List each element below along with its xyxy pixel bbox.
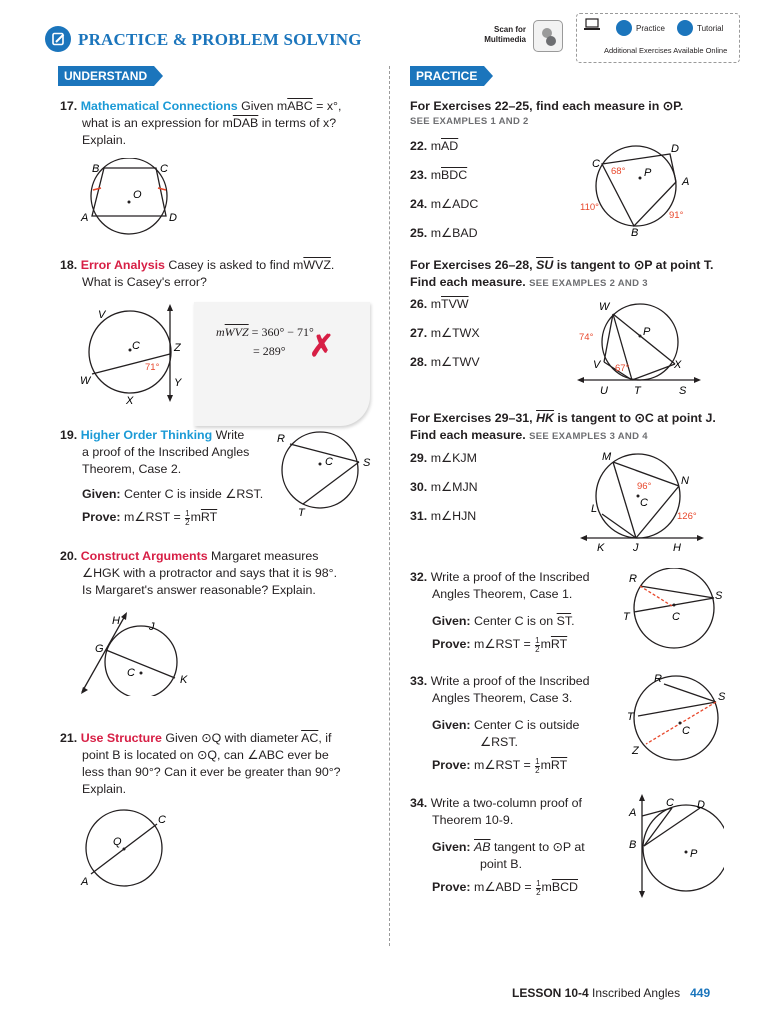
- label-S: S: [715, 590, 723, 602]
- figure-18: [78, 304, 190, 410]
- given-text: Center C is outside: [470, 718, 580, 733]
- ex26-pre: m: [430, 297, 442, 311]
- practice-icon[interactable]: [616, 20, 632, 36]
- label-Z: Z: [174, 342, 181, 354]
- ex17-arc: $\overline{ABC}$: [287, 99, 313, 113]
- ex30: [410, 479, 478, 496]
- figure-33: [624, 672, 730, 764]
- ex21-line3: less than 90°? Can it ever be greater than 90°?: [82, 765, 341, 780]
- prove-m: m: [541, 880, 552, 895]
- label-K: K: [597, 542, 605, 554]
- given-label: Given:: [432, 718, 471, 733]
- label-S: S: [718, 691, 726, 703]
- ex23: [410, 167, 467, 184]
- exercise-21: [60, 730, 382, 798]
- label-Y: Y: [174, 377, 182, 389]
- prove-m: m: [540, 758, 551, 773]
- ex17-line2b: in terms of x?: [258, 116, 337, 131]
- ex31: [410, 508, 476, 525]
- label-C: C: [682, 725, 690, 737]
- label-K: K: [180, 674, 188, 686]
- ex32-line1: Write a proof of the Inscribed: [430, 570, 590, 584]
- prove-m: m: [540, 637, 551, 652]
- ex26-arc: $\overline{TVW}$: [441, 297, 469, 311]
- label-X: X: [126, 395, 134, 407]
- label-O: O: [133, 189, 142, 201]
- ex25: [410, 225, 478, 242]
- scan-line-1: Scan for: [493, 25, 526, 34]
- label-C: C: [132, 340, 140, 352]
- label-A: A: [682, 176, 690, 188]
- ex22: [410, 138, 458, 155]
- work-arc: $\overline{WVZ}$: [224, 325, 249, 339]
- label-D: D: [697, 799, 705, 811]
- understand-banner: UNDERSTAND: [58, 66, 154, 86]
- prove-label: Prove:: [432, 637, 471, 652]
- casey-work-line2: = 289°: [253, 344, 286, 358]
- exercise-18: [60, 257, 380, 291]
- exercises-26-28: [410, 257, 750, 291]
- given-seg: $\overline{ST}$: [556, 614, 572, 629]
- figure-17: [78, 158, 188, 238]
- frac-den: 2: [185, 517, 190, 527]
- ex28-pre: m∠TWV: [430, 355, 480, 369]
- prove-text: m∠RST =: [470, 637, 535, 652]
- label-T: T: [627, 711, 634, 723]
- label-W: W: [80, 375, 91, 387]
- ex29-intro-b: is tangent to ⊙C at point J.: [553, 411, 716, 425]
- frac-num: 1: [535, 756, 540, 766]
- label-Z: Z: [632, 745, 639, 757]
- ex26-see: SEE EXAMPLES 2 AND 3: [529, 278, 648, 290]
- label-V: V: [593, 359, 601, 371]
- tutorial-link[interactable]: Tutorial: [697, 24, 724, 33]
- figure-29: [580, 448, 704, 554]
- online-note: Additional Exercises Available Online: [604, 46, 728, 55]
- label-H: H: [673, 542, 681, 554]
- label-B: B: [629, 839, 637, 851]
- frac-den: 2: [536, 887, 541, 897]
- label-P: P: [644, 167, 652, 179]
- label-D: D: [671, 143, 679, 155]
- label-J: J: [633, 542, 639, 554]
- label-B: B: [92, 163, 100, 175]
- frac-num: 1: [185, 508, 190, 518]
- frac-den: 2: [535, 644, 540, 654]
- ex17-text-b: = x°,: [312, 99, 342, 113]
- prove-text: m∠RST =: [470, 758, 535, 773]
- given-label: Given:: [432, 614, 471, 629]
- ex21-line4: Explain.: [82, 782, 127, 797]
- arc-110: 110°: [580, 202, 599, 213]
- pencil-icon: [45, 26, 71, 52]
- error-x-icon: ✗: [309, 330, 335, 363]
- page-title: PRACTICE & PROBLEM SOLVING: [78, 30, 362, 49]
- ex23-pre: m: [430, 168, 442, 182]
- label-C: C: [127, 667, 135, 679]
- scan-label: [474, 25, 526, 45]
- ex30-pre: m∠MJN: [430, 480, 478, 494]
- label-C: C: [158, 814, 166, 826]
- ex20-line2: ∠HGK with a protractor and says that it is 98°.: [82, 566, 338, 581]
- ex27: [410, 325, 480, 342]
- frac-den: 2: [535, 765, 540, 775]
- frac-num: 1: [536, 878, 541, 888]
- ex18-num: 18.: [60, 258, 78, 272]
- angle-68: 68°: [611, 166, 626, 177]
- label-C: C: [160, 163, 168, 175]
- prove-label: Prove:: [432, 880, 471, 895]
- frac-num: 1: [535, 635, 540, 645]
- laptop-icon: [583, 17, 601, 38]
- scan-line-2: Multimedia: [484, 35, 526, 44]
- work-eq: = 360° − 71°: [248, 325, 314, 339]
- ex24-num: 24.: [410, 197, 428, 211]
- label-M: M: [602, 451, 612, 463]
- figure-19: [274, 426, 378, 520]
- label-A: A: [629, 807, 637, 819]
- ex17-num: 17.: [60, 99, 78, 113]
- ex19-line3: Theorem, Case 2.: [82, 462, 182, 477]
- label-W: W: [599, 301, 610, 313]
- casey-work-line1: [216, 324, 314, 341]
- label-C: C: [592, 158, 600, 170]
- label-P: P: [690, 848, 698, 860]
- ex20-text: Margaret measures: [207, 549, 319, 563]
- given-label: Given:: [432, 840, 471, 855]
- lesson-title: Inscribed Angles: [592, 986, 681, 1000]
- casey-work-note: [194, 302, 370, 426]
- ex22-intro: For Exercises 22–25, find each measure in ⊙P.: [410, 99, 684, 113]
- ex23-arc: $\overline{BDC}$: [441, 168, 468, 182]
- ex33-line1: Write a proof of the Inscribed: [430, 674, 590, 688]
- ex20-num: 20.: [60, 549, 78, 563]
- ex23-num: 23.: [410, 168, 428, 182]
- ex26-intro-b: is tangent to ⊙P at point T.: [553, 258, 714, 272]
- ex21-text-b: , if: [318, 731, 332, 745]
- ex19-text: Write: [212, 428, 245, 442]
- ex26-intro-a: For Exercises 26–28,: [410, 258, 537, 272]
- ex33-num: 33.: [410, 674, 428, 688]
- ex28-num: 28.: [410, 355, 428, 369]
- ex29: [410, 450, 477, 467]
- ex25-num: 25.: [410, 226, 428, 240]
- label-J: J: [149, 621, 155, 633]
- label-S: S: [363, 457, 371, 469]
- label-P: P: [643, 326, 651, 338]
- ex21-line2: point B is located on ⊙Q, can ∠ABC ever be: [82, 748, 329, 763]
- ex24: [410, 196, 478, 213]
- ex19-num: 19.: [60, 428, 78, 442]
- ex29-intro-a: For Exercises 29–31,: [410, 411, 537, 425]
- ex29-intro-c: Find each measure.: [410, 428, 526, 443]
- prove-arc: $\overline{RT}$: [550, 758, 568, 773]
- prove-arc: $\overline{BCD}$: [551, 880, 579, 895]
- ex20-line3: Is Margaret's answer reasonable? Explain.: [82, 583, 316, 598]
- given-label: Given:: [82, 487, 121, 502]
- prove-arc: $\overline{RT}$: [550, 637, 568, 652]
- lesson-number: LESSON 10-4: [512, 986, 589, 1000]
- exercise-33: [410, 673, 620, 775]
- given-text-2: ∠RST.: [480, 735, 518, 750]
- ex25-pre: m∠BAD: [430, 226, 478, 240]
- ex22-arc: $\overline{AD}$: [441, 139, 459, 153]
- label-A: A: [81, 876, 89, 888]
- label-Q: Q: [113, 836, 122, 848]
- practice-link[interactable]: Practice: [636, 24, 665, 33]
- work-m: m: [216, 325, 225, 339]
- ex18-text-b: .: [330, 258, 335, 272]
- label-D: D: [169, 212, 177, 224]
- figure-34: [624, 794, 724, 898]
- ex29-num: 29.: [410, 451, 428, 465]
- ex34-num: 34.: [410, 796, 428, 810]
- prove-text: m∠ABD =: [470, 880, 536, 895]
- label-A: A: [81, 212, 89, 224]
- ex22-pre: m: [430, 139, 442, 153]
- ex31-pre: m∠HJN: [430, 509, 477, 523]
- exercises-22-25: [410, 98, 750, 128]
- label-H: H: [112, 615, 120, 627]
- ex34-line1: Write a two-column proof of: [430, 796, 582, 810]
- ex27-pre: m∠TWX: [430, 326, 480, 340]
- label-T: T: [298, 507, 305, 519]
- prove-m: m: [190, 510, 201, 525]
- prove-label: Prove:: [82, 510, 121, 525]
- exercise-20: [60, 548, 380, 599]
- label-X: X: [674, 359, 682, 371]
- exercise-17: [60, 98, 380, 149]
- ex21-seg: $\overline{AC}$: [301, 731, 319, 745]
- figure-22: [578, 140, 696, 238]
- ex32-line2: Angles Theorem, Case 1.: [432, 587, 573, 602]
- label-T: T: [623, 611, 630, 623]
- given-text: Center C is inside ∠RST.: [120, 487, 264, 502]
- ex24-pre: m∠ADC: [430, 197, 479, 211]
- ex18-line2: What is Casey's error?: [82, 275, 207, 290]
- prove-arc: $\overline{RT}$: [200, 510, 218, 525]
- prove-text: m∠RST =: [120, 510, 185, 525]
- ex21-tag: Use Structure: [80, 731, 162, 745]
- label-S: S: [679, 385, 687, 397]
- label-C: C: [672, 611, 680, 623]
- tutorial-icon[interactable]: [677, 20, 693, 36]
- ex19-line2: a proof of the Inscribed Angles: [82, 445, 250, 460]
- ex32-num: 32.: [410, 570, 428, 584]
- footer: [512, 985, 710, 1002]
- figure-20: [78, 612, 194, 696]
- ex27-num: 27.: [410, 326, 428, 340]
- ex33-line2: Angles Theorem, Case 3.: [432, 691, 573, 706]
- label-C: C: [325, 456, 333, 468]
- ex26-intro-c: Find each measure.: [410, 275, 526, 290]
- ex17-text: Given m: [237, 99, 288, 113]
- ex18-arc: $\overline{WVZ}$: [303, 258, 331, 272]
- arc-126: 126°: [677, 511, 697, 522]
- label-T: T: [634, 385, 641, 397]
- label-V: V: [98, 309, 106, 321]
- ex18-text: Casey is asked to find m: [164, 258, 304, 272]
- ex22-num: 22.: [410, 139, 428, 153]
- ex18-tag: Error Analysis: [80, 258, 165, 272]
- ex30-num: 30.: [410, 480, 428, 494]
- ex17-tag: Mathematical Connections: [80, 99, 238, 113]
- figure-21: [78, 808, 174, 892]
- figure-26: [577, 298, 701, 398]
- ex21-text: Given ⊙Q with diameter: [161, 731, 302, 745]
- label-G: G: [95, 643, 104, 655]
- angle-67: 67°: [615, 363, 630, 374]
- arc-74: 74°: [579, 332, 594, 343]
- label-C: C: [640, 497, 648, 509]
- label-U: U: [600, 385, 608, 397]
- ex19-tag: Higher Order Thinking: [80, 428, 213, 442]
- ex21-num: 21.: [60, 731, 78, 745]
- ex26-num: 26.: [410, 297, 428, 311]
- figure-32: [620, 568, 726, 652]
- exercise-19: [60, 427, 290, 527]
- scan-icon[interactable]: [533, 20, 563, 52]
- label-N: N: [681, 475, 689, 487]
- given-text: tangent to ⊙P at: [490, 840, 585, 855]
- angle-71: 71°: [145, 362, 160, 373]
- given-end: .: [571, 614, 575, 629]
- label-C: C: [666, 797, 674, 809]
- ex34-line2: Theorem 10-9.: [432, 813, 514, 828]
- exercises-29-31: [410, 410, 750, 444]
- ex17-line2: what is an expression for m: [82, 116, 233, 131]
- given-line: $\overline{AB}$: [474, 840, 491, 855]
- ex22-see: SEE EXAMPLES 1 AND 2: [410, 116, 529, 128]
- prove-label: Prove:: [432, 758, 471, 773]
- label-R: R: [277, 433, 285, 445]
- ex17-line3: Explain.: [82, 133, 127, 148]
- label-B: B: [631, 227, 639, 238]
- label-L: L: [591, 503, 598, 515]
- ex29-line: $\overline{HK}$: [536, 411, 554, 425]
- ex31-num: 31.: [410, 509, 428, 523]
- ex28: [410, 354, 480, 371]
- ex26: [410, 296, 469, 313]
- ex20-tag: Construct Arguments: [80, 549, 208, 563]
- page-number: 449: [690, 986, 711, 1000]
- exercise-34: [410, 795, 620, 897]
- given-text-2: point B.: [480, 857, 523, 872]
- ex29-pre: m∠KJM: [430, 451, 477, 465]
- given-text: Center C is on: [470, 614, 557, 629]
- exercise-32: [410, 569, 620, 654]
- angle-96: 96°: [637, 481, 652, 492]
- column-divider: [389, 66, 390, 946]
- label-R: R: [654, 673, 662, 685]
- label-R: R: [629, 573, 637, 585]
- arc-91: 91°: [669, 210, 684, 221]
- practice-banner: PRACTICE: [410, 66, 484, 86]
- ex26-line: $\overline{SU}$: [536, 258, 554, 272]
- ex17-arc2: $\overline{DAB}$: [232, 116, 259, 131]
- ex29-see: SEE EXAMPLES 3 AND 4: [529, 431, 648, 443]
